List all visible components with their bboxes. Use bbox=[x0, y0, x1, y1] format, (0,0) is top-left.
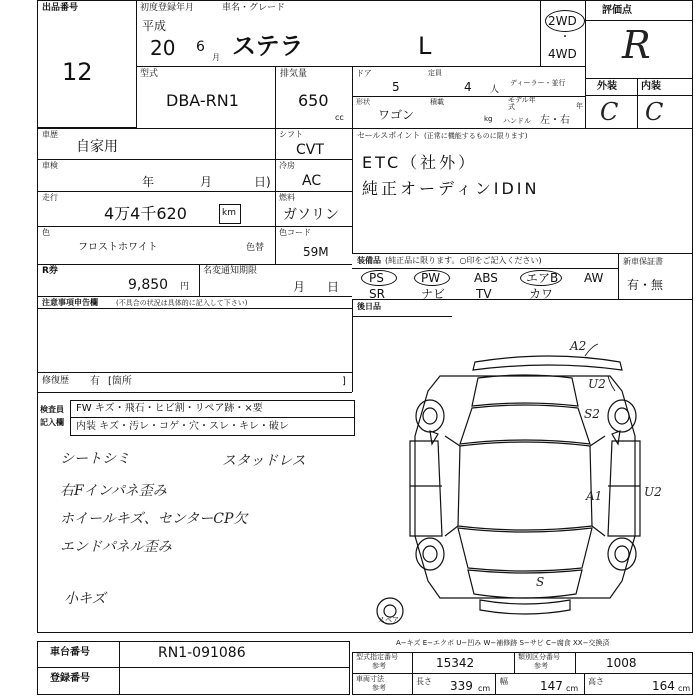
doors-value: 5 bbox=[392, 80, 400, 94]
mark-s-front: S bbox=[536, 575, 545, 589]
dimensions-label-2: 参考 bbox=[372, 684, 386, 692]
equip-pw: PW bbox=[421, 271, 441, 285]
drive-2wd: 2WD bbox=[548, 14, 577, 28]
first-reg-era: 平成 bbox=[142, 19, 167, 33]
car-diagram bbox=[360, 336, 690, 628]
body-type-value: ワゴン bbox=[378, 108, 415, 122]
registration-label: 登録番号 bbox=[50, 673, 90, 684]
rear-seat-label: 後日品 bbox=[357, 302, 381, 311]
car-name-label: 車名・グレード bbox=[222, 3, 286, 13]
warranty-value: 有・無 bbox=[627, 278, 664, 292]
selling-points-note: (正常に機能するものに限ります) bbox=[424, 132, 528, 140]
equip-aw: AW bbox=[584, 271, 604, 285]
equip-leather: カワ bbox=[529, 287, 554, 301]
note-dash-dent: 右Fインパネ歪み bbox=[60, 483, 167, 499]
name-change-label: 名変通知期限 bbox=[203, 266, 258, 276]
mark-a2-top: A2 bbox=[570, 339, 587, 353]
equip-abs: ABS bbox=[474, 271, 498, 285]
model-label: 型式 bbox=[140, 69, 159, 79]
displacement-value: 650 bbox=[298, 91, 329, 110]
displacement-unit: cc bbox=[335, 113, 344, 122]
selling-points-label: セールスポイント bbox=[357, 131, 421, 140]
model-year-unit: 年 bbox=[576, 102, 583, 110]
category-label-1: 類別区分番号 bbox=[518, 653, 560, 661]
model-value: DBA-RN1 bbox=[166, 91, 239, 110]
recycle-label: R券 bbox=[42, 266, 58, 276]
equip-navi: ナビ bbox=[421, 287, 446, 301]
equip-tv: TV bbox=[476, 287, 492, 301]
width-value: 147 bbox=[540, 679, 563, 693]
exterior-grade: C bbox=[600, 98, 619, 126]
name-change-month: 月 bbox=[293, 280, 306, 294]
inspector-label-2: 記入欄 bbox=[40, 418, 64, 427]
note-seat-stain: シートシミ bbox=[60, 451, 130, 467]
selling-point-1: ETC（社外） bbox=[362, 153, 478, 172]
color-label: 色 bbox=[42, 228, 50, 237]
interior-label: 内装 bbox=[641, 81, 661, 92]
load-unit: kg bbox=[484, 115, 493, 123]
inspection-year-unit: 年 bbox=[142, 175, 155, 189]
color-code-label: 色コード bbox=[279, 228, 311, 237]
first-reg-month: 6 bbox=[196, 39, 205, 55]
lot-number: 12 bbox=[62, 58, 93, 86]
first-reg-year: 20 bbox=[150, 36, 176, 60]
model-spec-label-2: 参考 bbox=[372, 662, 386, 670]
dealer-label: ディーラー・並行 bbox=[510, 79, 566, 87]
model-spec-value: 15342 bbox=[436, 656, 475, 670]
equipment-note: (純正品に限ります。○印をご記入ください) bbox=[385, 256, 542, 265]
exterior-label: 外装 bbox=[597, 81, 617, 92]
fuel-label: 燃料 bbox=[279, 193, 295, 202]
notice-label: 注意事項申告欄 bbox=[42, 298, 98, 307]
capacity-label: 定員 bbox=[428, 69, 442, 77]
category-value: 1008 bbox=[606, 656, 637, 670]
capacity-unit: 人 bbox=[490, 85, 500, 95]
notice-note: (不具合の状況は具体的に記入して下さい) bbox=[116, 299, 248, 307]
color-tone-label: 色替 bbox=[246, 243, 265, 253]
load-label: 積載 bbox=[430, 98, 444, 106]
note-wheel: ホイールキズ、センターCP欠 bbox=[60, 511, 248, 527]
note-end-panel: エンドパネル歪み bbox=[60, 539, 172, 555]
repair-label: 修復歴 bbox=[42, 376, 70, 386]
equip-ps: PS bbox=[369, 271, 384, 285]
category-label-2: 参考 bbox=[534, 662, 548, 670]
height-unit: cm bbox=[678, 684, 691, 693]
equipment-label: 装備品 bbox=[357, 256, 381, 265]
shift-value: CVT bbox=[296, 142, 324, 158]
length-label: 長さ bbox=[416, 677, 432, 686]
damage-legend: A−キズ E−エクボ U−凹み W−補修跡 S−サビ C−腐食 XX−交換済 bbox=[396, 639, 610, 647]
dimensions-label-1: 車両寸法 bbox=[356, 675, 384, 683]
model-year-label: モデル年式 bbox=[508, 96, 536, 111]
equip-sr: SR bbox=[369, 287, 385, 301]
history-value: 自家用 bbox=[76, 139, 118, 155]
selling-point-2: 純正オーディンIDIN bbox=[362, 179, 540, 198]
evaluation-label: 評価点 bbox=[602, 5, 632, 16]
inspector-label-1: 検査員 bbox=[40, 405, 64, 414]
mark-a1: A1 bbox=[586, 489, 603, 503]
mark-u2-side: U2 bbox=[644, 485, 662, 499]
note-studless: スタッドレス bbox=[222, 453, 306, 469]
inspection-month-unit: 月 bbox=[200, 175, 213, 189]
fuel-value: ガソリン bbox=[283, 207, 339, 223]
name-change-day: 日 bbox=[327, 280, 340, 294]
color-code-value: 59M bbox=[303, 245, 329, 259]
mileage-label: 走行 bbox=[42, 193, 58, 202]
chassis-value: RN1-091086 bbox=[158, 645, 246, 661]
inspection-label: 車検 bbox=[42, 161, 58, 170]
drive-4wd: 4WD bbox=[548, 47, 577, 61]
note-small-scratch: 小キズ bbox=[64, 591, 106, 607]
repair-value: 有 bbox=[90, 376, 100, 387]
recycle-value: 9,850 bbox=[128, 277, 169, 293]
doors-label: ドア bbox=[356, 69, 372, 78]
height-value: 164 bbox=[652, 679, 675, 693]
interior-grade: C bbox=[645, 98, 664, 126]
equip-airbag: エアB bbox=[526, 271, 559, 285]
handle-label: ハンドル bbox=[503, 117, 531, 125]
mileage-value: 4万4千620 bbox=[104, 204, 187, 223]
capacity-value: 4 bbox=[464, 80, 472, 94]
width-label: 幅 bbox=[500, 677, 508, 686]
mark-u2-top: U2 bbox=[588, 377, 606, 391]
color-value: フロストホワイト bbox=[78, 242, 158, 253]
lot-label: 出品番号 bbox=[42, 3, 79, 13]
inspector-row-1: FW キズ・飛石・ヒビ割・リペア跡・×要 bbox=[76, 403, 263, 414]
mark-s2: S2 bbox=[584, 407, 600, 421]
body-type-label: 形状 bbox=[356, 98, 370, 106]
displacement-label: 排気量 bbox=[280, 69, 308, 79]
width-unit: cm bbox=[566, 684, 579, 693]
model-spec-label-1: 型式指定番号 bbox=[356, 653, 398, 661]
spare-label: スペア bbox=[378, 616, 399, 624]
evaluation-score: R bbox=[622, 23, 651, 67]
warranty-label: 新車保証書 bbox=[623, 257, 663, 266]
history-label: 車歴 bbox=[42, 130, 58, 139]
first-reg-label: 初度登録年月 bbox=[140, 3, 195, 13]
handle-value: 左・右 bbox=[540, 115, 570, 126]
repair-bracket-open: [箇所 bbox=[108, 376, 132, 387]
car-grade: L bbox=[418, 32, 432, 60]
car-name: ステラ bbox=[232, 32, 304, 60]
mileage-unit: km bbox=[222, 208, 236, 218]
height-label: 高さ bbox=[588, 677, 604, 686]
aircon-label: 冷房 bbox=[279, 161, 295, 170]
inspector-row-2: 内装 キズ・汚レ・コゲ・穴・スレ・キレ・破レ bbox=[76, 421, 289, 432]
chassis-label: 車台番号 bbox=[50, 647, 90, 658]
shift-label: シフト bbox=[279, 130, 303, 139]
first-reg-month-unit: 月 bbox=[212, 53, 220, 62]
length-unit: cm bbox=[478, 684, 491, 693]
length-value: 339 bbox=[450, 679, 473, 693]
repair-bracket-close: ] bbox=[342, 376, 346, 387]
inspection-day-unit: 日) bbox=[254, 175, 271, 189]
drive-dot: ・ bbox=[560, 32, 570, 43]
recycle-unit: 円 bbox=[180, 282, 190, 292]
aircon-value: AC bbox=[302, 173, 322, 189]
